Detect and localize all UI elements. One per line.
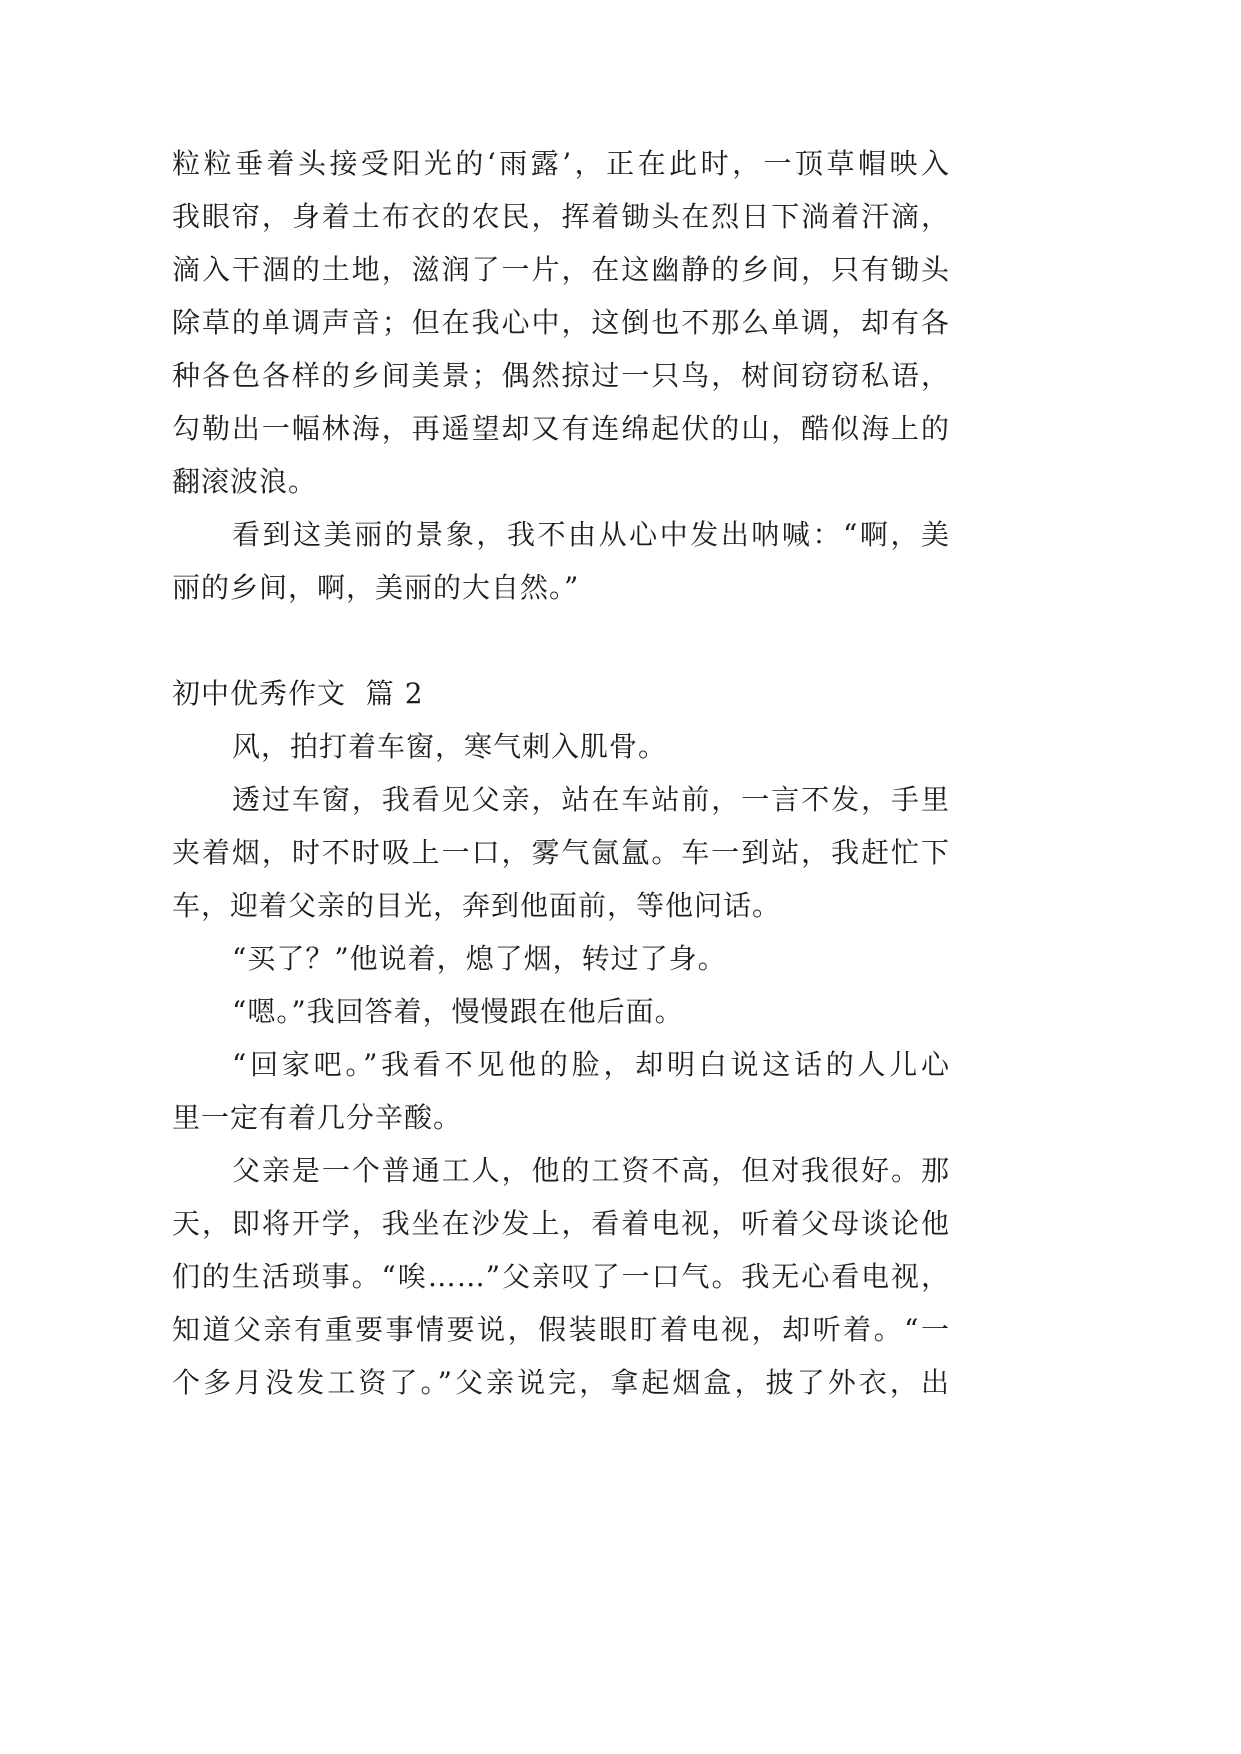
text-line: 风，拍打着车窗，寒气刺入肌骨。 — [232, 730, 668, 763]
text-line: 滴入干涸的土地，滋润了一片，在这幽静的乡间，只有锄头 — [172, 253, 950, 286]
paragraph — [172, 773, 950, 932]
section-heading: 初中优秀作文 篇 2 — [172, 677, 424, 710]
document-body — [172, 137, 950, 1409]
text-line: 夹着烟，时不时吸上一口，雾气氤氲。车一到站，我赶忙下 — [172, 836, 950, 869]
text-line: 知道父亲有重要事情要说，假装眼盯着电视，却听着。“一 — [172, 1313, 950, 1346]
text-line: 除草的单调声音；但在我心中，这倒也不那么单调，却有各 — [172, 306, 950, 339]
paragraph — [172, 137, 950, 508]
text-line: 粒粒垂着头接受阳光的‘雨露’，正在此时，一顶草帽映入 — [172, 147, 950, 180]
text-line: 我眼帘，身着土布衣的农民，挥着锄头在烈日下淌着汗滴， — [172, 200, 950, 233]
text-line: 翻滚波浪。 — [172, 465, 318, 498]
text-line: “嗯。”我回答着，慢慢跟在他后面。 — [232, 995, 684, 1028]
text-line: 天，即将开学，我坐在沙发上，看着电视，听着父母谈论他 — [172, 1207, 950, 1240]
paragraph — [172, 985, 950, 1038]
text-line: 种各色各样的乡间美景；偶然掠过一只鸟，树间窃窃私语， — [172, 359, 950, 392]
text-line: 透过车窗，我看见父亲，站在车站前，一言不发，手里 — [232, 783, 950, 816]
paragraph — [172, 1144, 950, 1409]
text-line: 们的生活琐事。“唉……”父亲叹了一口气。我无心看电视， — [172, 1260, 950, 1293]
text-line: “买了？”他说着，熄了烟，转过了身。 — [232, 942, 727, 975]
essay-section — [172, 137, 950, 614]
text-line: “回家吧。”我看不见他的脸，却明白说这话的人儿心 — [232, 1048, 950, 1081]
text-line: 丽的乡间，啊，美丽的大自然。” — [172, 571, 580, 604]
text-line: 里一定有着几分辛酸。 — [172, 1101, 463, 1134]
paragraph — [172, 720, 950, 773]
paragraph — [172, 932, 950, 985]
text-line: 个多月没发工资了。”父亲说完，拿起烟盒，披了外衣，出 — [172, 1366, 950, 1399]
text-line: 看到这美丽的景象，我不由从心中发出呐喊：“啊，美 — [232, 518, 950, 551]
paragraph — [172, 1038, 950, 1144]
paragraph — [172, 508, 950, 614]
text-line: 勾勒出一幅林海，再遥望却又有连绵起伏的山，酷似海上的 — [172, 412, 950, 445]
text-line: 车，迎着父亲的目光，奔到他面前，等他问话。 — [172, 889, 782, 922]
essay-section — [172, 667, 950, 1409]
text-line: 父亲是一个普通工人，他的工资不高，但对我很好。那 — [232, 1154, 950, 1187]
